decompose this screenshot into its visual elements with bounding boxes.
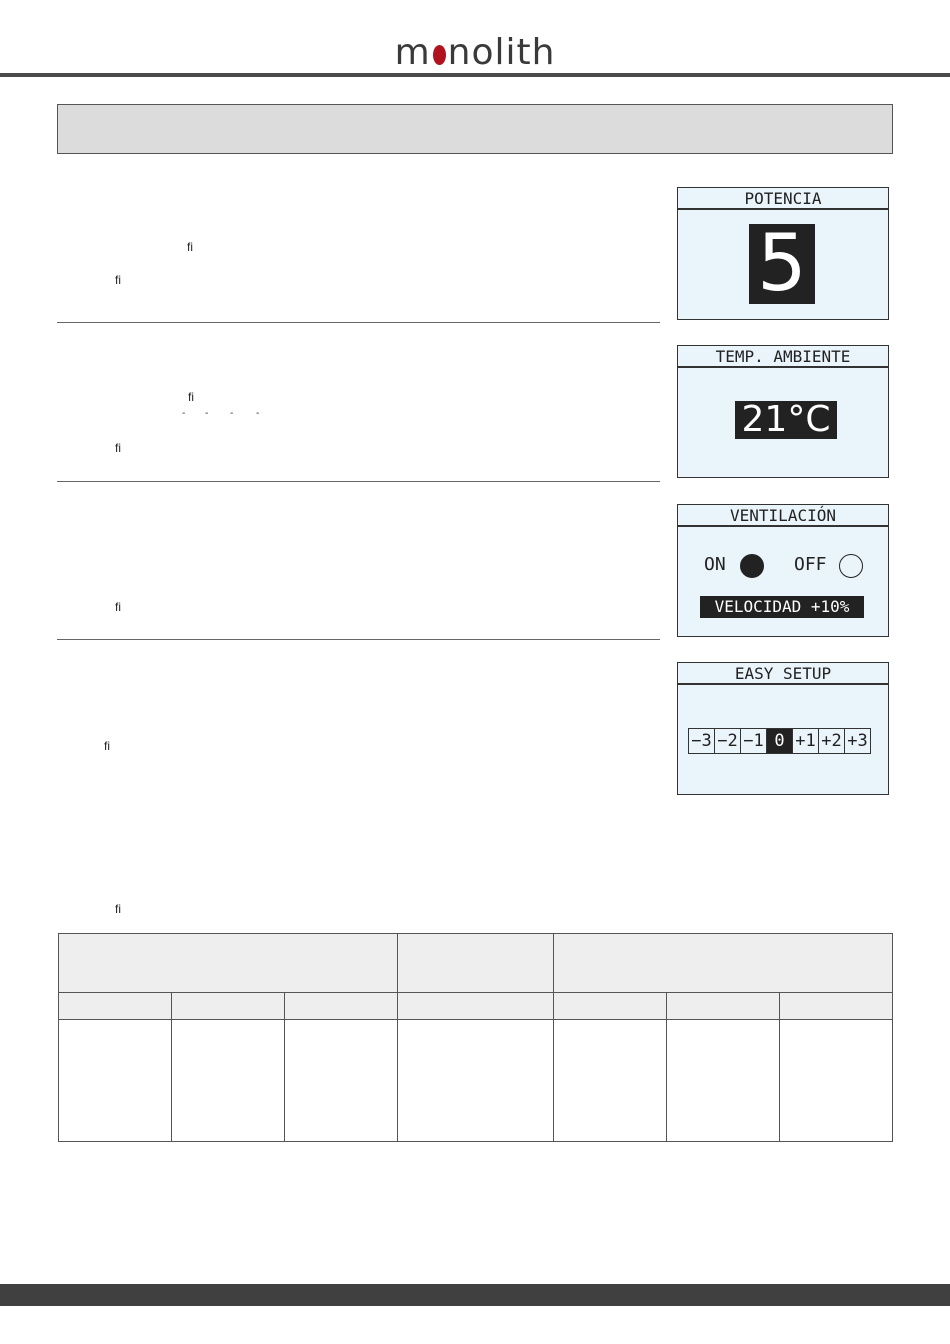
temperature-value: 21°C: [735, 401, 837, 439]
section-divider: [57, 639, 660, 640]
setup-step-scale: [689, 728, 871, 754]
ligature-mark: ﬁ: [115, 600, 121, 614]
table-header-row: [59, 934, 893, 993]
table-subheader-cell: [172, 993, 285, 1020]
setup-step: −2: [714, 728, 741, 754]
brand-logo: [0, 33, 950, 73]
table-subheader-cell: [780, 993, 893, 1020]
temp-ambiente-display: [677, 345, 889, 478]
power-level-box: [749, 219, 815, 309]
table-header-cell: [398, 934, 554, 993]
table-subheader-cell: [285, 993, 398, 1020]
setup-step: −1: [740, 728, 767, 754]
power-level-value: 5: [757, 219, 807, 309]
table-cell: [667, 1020, 780, 1142]
ligature-mark: ﬁ: [115, 902, 121, 916]
table-cell: [398, 1020, 554, 1142]
setup-step: +2: [818, 728, 845, 754]
setup-step: +3: [844, 728, 871, 754]
table-cell: [554, 1020, 667, 1142]
table-cell: [172, 1020, 285, 1142]
ligature-mark: ﬁ: [187, 240, 193, 254]
dash-mark: -: [205, 408, 209, 419]
section-divider: [57, 481, 660, 482]
table-subheader-cell: [554, 993, 667, 1020]
header-rule: [0, 73, 950, 77]
off-radio-icon: [839, 554, 863, 578]
setup-step: −3: [688, 728, 715, 754]
table-row: [59, 1020, 893, 1142]
section-banner: [57, 104, 893, 154]
table-cell: [59, 1020, 172, 1142]
speed-value: VELOCIDAD +10%: [700, 596, 864, 618]
table-cell: [285, 1020, 398, 1142]
potencia-display: [677, 187, 889, 320]
logo-text-start: m: [394, 32, 431, 73]
off-label: OFF: [794, 554, 827, 575]
table-subheader-row: [59, 993, 893, 1020]
table-cell: [780, 1020, 893, 1142]
setup-step: +1: [792, 728, 819, 754]
display-title: EASY SETUP: [678, 663, 888, 685]
table-header-cell: [554, 934, 893, 993]
ligature-mark: ﬁ: [104, 739, 110, 753]
footer-bar: [0, 1284, 950, 1306]
display-title: VENTILACIÓN: [678, 505, 888, 527]
table-subheader-cell: [59, 993, 172, 1020]
ligature-mark: ﬁ: [115, 441, 121, 455]
ligature-mark: ﬁ: [188, 390, 194, 404]
ligature-mark: ﬁ: [115, 273, 121, 287]
spec-table: [58, 933, 893, 1142]
dash-mark: -: [182, 408, 186, 419]
table-subheader-cell: [667, 993, 780, 1020]
dash-mark: -: [230, 408, 234, 419]
table-subheader-cell: [398, 993, 554, 1020]
logo-text-end: nolith: [447, 32, 556, 73]
section-divider: [57, 322, 660, 323]
on-label: ON: [704, 554, 726, 575]
setup-step-selected: 0: [766, 728, 793, 754]
display-title: TEMP. AMBIENTE: [678, 346, 888, 368]
table-header-cell: [59, 934, 398, 993]
display-title: POTENCIA: [678, 188, 888, 210]
dash-mark: -: [256, 408, 260, 419]
easy-setup-display: [677, 662, 889, 795]
ventilacion-display: [677, 504, 889, 637]
logo-dot: [433, 45, 446, 65]
on-radio-icon: [740, 554, 764, 578]
